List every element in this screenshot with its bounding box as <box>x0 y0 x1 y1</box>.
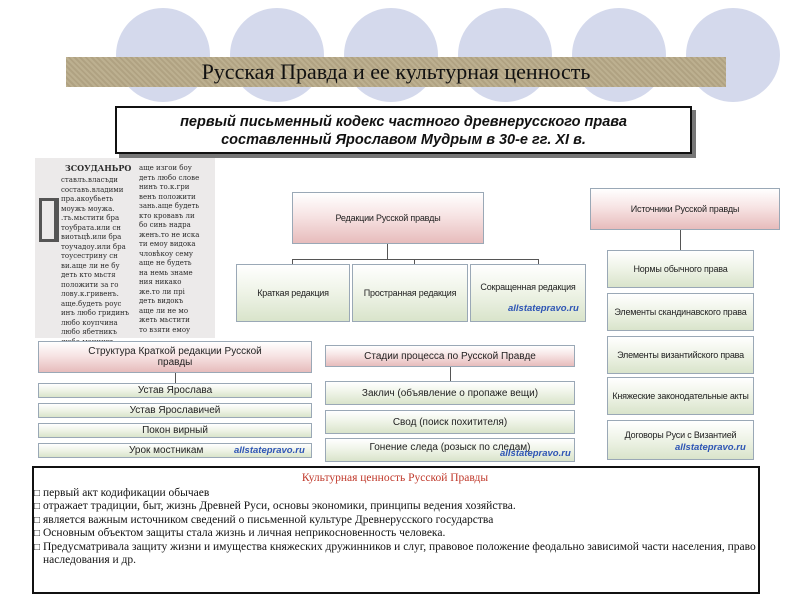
sources-title: Источники Русской правды <box>590 188 780 230</box>
decorative-circle <box>458 8 552 102</box>
decorative-circle <box>572 8 666 102</box>
source-item: Договоры Руси с Византией <box>607 420 754 460</box>
bullet-icon: □ <box>34 487 41 499</box>
decorative-circle <box>116 8 210 102</box>
connector-line <box>387 244 388 260</box>
stage-item: Свод (поиск похитителя) <box>325 410 575 434</box>
page-title: Русская Правда и ее культурная ценность <box>66 57 726 87</box>
list-item <box>34 487 756 501</box>
manuscript-initial <box>39 198 59 242</box>
structure-item: Устав Ярославичей <box>38 403 312 418</box>
bullet-icon: □ <box>34 501 41 512</box>
manuscript-heading: ЗСОУДАНЬРО <box>65 163 132 173</box>
cultural-value-heading: Культурная ценность Русской Правды <box>301 472 489 484</box>
connector-line <box>680 230 681 250</box>
list-item-text: Основным объектом защиты стала жизнь и личная неприкосновенность человека. <box>43 527 446 539</box>
list-item <box>34 541 756 568</box>
manuscript-right-column: аще изгои боу деть любо слове нинъ то.к.гри венъ положити зань.аще будеть кто кровавъ ли бо синь надра женъ.то не иска ти емоу видока чловѣкоу сему аще не будеть на немь знаме ния никако же.то ли прі деть видокъ аще ли не мо жеть мьстити то взяти емоу <box>139 164 200 334</box>
connector-line <box>175 373 176 383</box>
watermark: allstatepravo.ru <box>675 442 746 453</box>
list-item-text: Предусматривала защиту жизни и имущества княжеских дружинников и слуг, правовое положение феодально зависимой части населения, право наследования и др. <box>43 540 756 566</box>
cultural-value-box <box>32 466 760 594</box>
decorative-circle <box>230 8 324 102</box>
watermark: allstatepravo.ru <box>234 445 305 456</box>
manuscript-image <box>35 158 215 338</box>
source-item: Нормы обычного права <box>607 250 754 288</box>
decorative-circle <box>686 8 780 102</box>
connector-line <box>450 367 451 381</box>
structure-title: Структура Краткой редакции Русской правды <box>38 341 312 373</box>
structure-item: Покон вирный <box>38 423 312 438</box>
subtitle-line-1: первый письменный кодекс частного древнерусского права <box>180 114 627 130</box>
bullet-icon: □ <box>34 528 41 539</box>
bullet-icon: □ <box>34 514 41 526</box>
redactions-title: Редакции Русской правды <box>292 192 484 244</box>
redaction-extended: Пространная редакция <box>352 264 468 322</box>
redaction-short: Краткая редакция <box>236 264 350 322</box>
list-item-text: отражает традиции, быт, жизнь Древней Руси, основы экономики, принципы ведения хозяйства. <box>43 500 516 512</box>
source-item: Элементы византийского права <box>607 336 754 374</box>
list-item <box>34 514 756 528</box>
watermark: allstatepravo.ru <box>500 448 571 459</box>
decorative-circle <box>344 8 438 102</box>
subtitle-line-2: составленный Ярославом Мудрым в 30-е гг. XI в. <box>221 132 586 148</box>
subtitle-box <box>115 106 692 154</box>
list-item <box>34 527 756 541</box>
list-item-text: первый акт кодификации обычаев <box>43 486 210 499</box>
structure-item: Устав Ярослава <box>38 383 312 398</box>
redaction-abridged: Сокращенная редакция <box>470 264 586 322</box>
list-item <box>34 500 756 514</box>
stages-title: Стадии процесса по Русской Правде <box>325 345 575 367</box>
stage-item: Заклич (объявление о пропаже вещи) <box>325 381 575 405</box>
bullet-icon: □ <box>34 541 41 553</box>
structure-item: Урок мостникам <box>38 443 312 458</box>
stage-item: Гонение следа (розыск по следам) <box>325 438 575 462</box>
source-item: Элементы скандинавского права <box>607 293 754 331</box>
source-item: Княжеские законодательные акты <box>607 377 754 415</box>
list-item-text: является важным источником сведений о письменной культуре Древнерусского государства <box>43 513 494 526</box>
watermark: allstatepravo.ru <box>508 303 579 314</box>
manuscript-left-column: ставлъ.власъди составъ.владими пра.акоубьеть моужъ моужа. .тъ.мьстити бра тоубрата.или сн виотьцѣ.или бра тоучадоу.или бра тоусестрину сн ви.аще ли не бу деть кто мьстя положити за го лову.к.гривенъ. аще.будеть роус инъ любо гридинъ любо коупчина любо ябетникъ <box>61 176 130 336</box>
connector-line <box>292 259 539 260</box>
